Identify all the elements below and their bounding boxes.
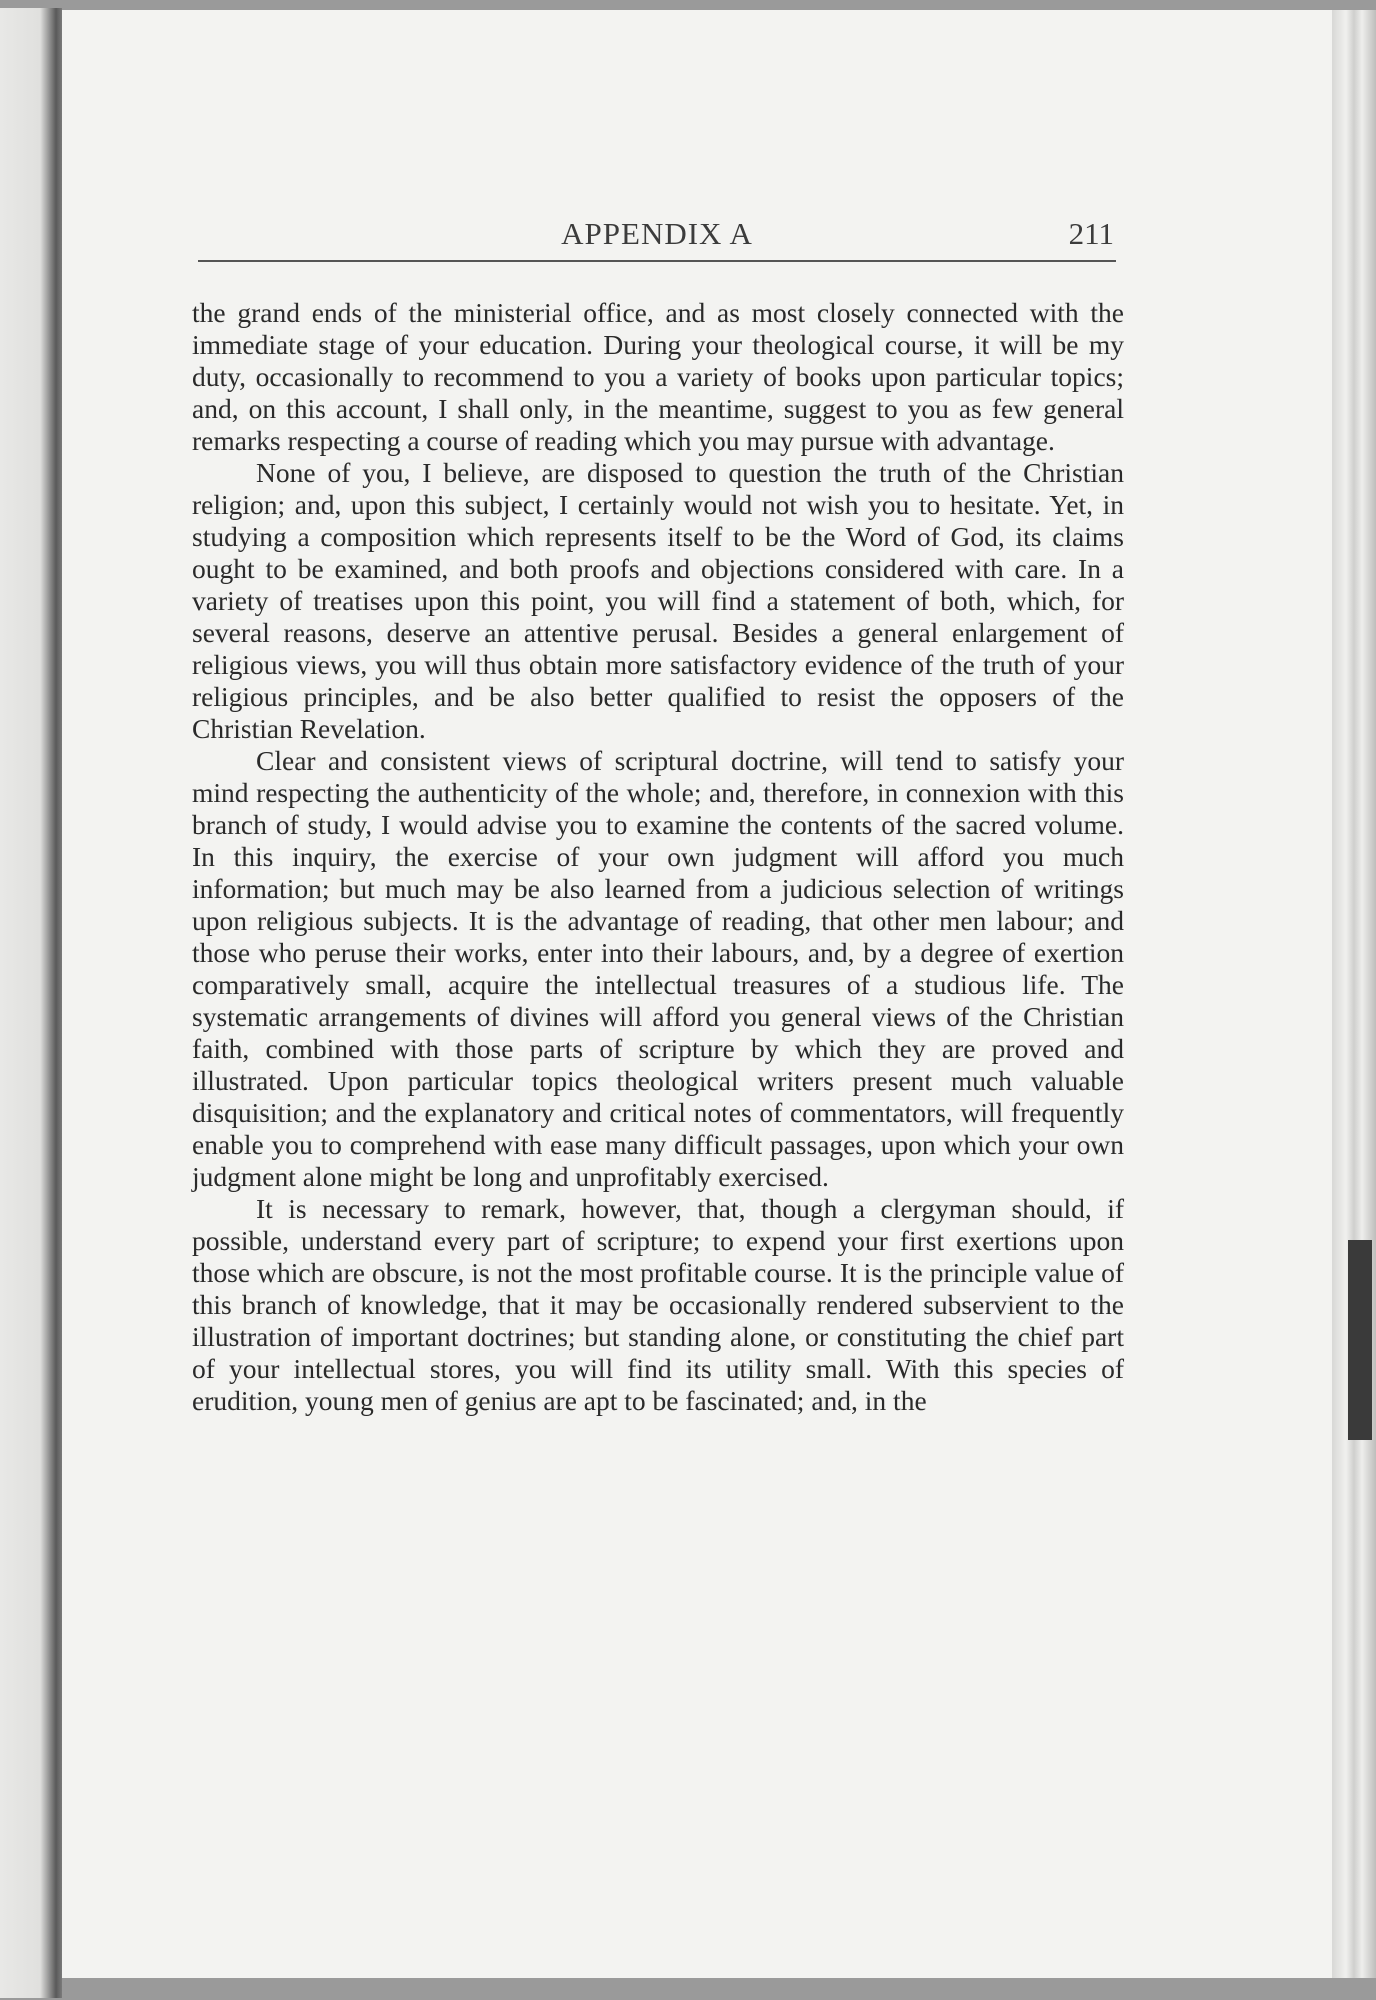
- paragraph-continued: the grand ends of the ministerial office, and as most closely connected with the immediate stage of your education. During your theological course, it will be my duty, occasionally to recommend to you a variety of books upon particular topics; and, on this account, I shall only, in the meantime, suggest to you as few general remarks respecting a course of reading which you may pursue with advantage.: [192, 297, 1124, 456]
- paragraph: None of you, I believe, are disposed to question the truth of the Christian religion; and, upon this subject, I certainly would not wish you to hesitate. Yet, in studying a composition which represents itself to be the Word of God, its claims ought to be examined, and both proofs and objections considered with care. In a variety of treatises upon this point, you will find a statement of both, which, for several reasons, deserve an attentive perusal. Besides a general enlargement of religious views, you will thus obtain more satisfactory evidence of the truth of your religious principles, and be also better qualified to resist the opposers of the Christian Revelation.: [192, 457, 1124, 744]
- page-stack-edge: [1332, 10, 1376, 1978]
- binding-mark: [1348, 1240, 1372, 1440]
- page-header: [198, 210, 1116, 262]
- body-text: [192, 297, 1124, 1417]
- running-head: APPENDIX A: [561, 216, 753, 251]
- page-number: 211: [1068, 216, 1114, 251]
- paragraph: It is necessary to remark, however, that, though a clergyman should, if possible, understand every part of scripture; to expend your first exertions upon those which are obscure, is not the most profitable course. It is the principle value of this branch of knowledge, that it may be occasionally rendered subservient to the illustration of important doctrines; but standing alone, or constituting the chief part of your intellectual stores, you will find its utility small. With this species of erudition, young men of genius are apt to be fascinated; and, in the: [192, 1193, 1124, 1416]
- facing-page-edge: [0, 8, 62, 1998]
- paragraph: Clear and consistent views of scriptural doctrine, will tend to satisfy your mind respecting the authenticity of the whole; and, therefore, in connexion with this branch of study, I would advise you to examine the contents of the sacred volume. In this inquiry, the exercise of your own judgment will afford you much information; but much may be also learned from a judicious selection of writings upon religious subjects. It is the advantage of reading, that other men labour; and those who peruse their works, enter into their labours, and, by a degree of exertion comparatively small, acquire the intellectual treasures of a studious life. The systematic arrangements of divines will afford you general views of the Christian faith, combined with those parts of scripture by which they are proved and illustrated. Upon particular topics theological writers present much valuable disquisition; and the explanatory and critical notes of commentators, will frequently enable you to comprehend with ease many difficult passages, upon which your own judgment alone might be long and unprofitably exercised.: [192, 745, 1124, 1192]
